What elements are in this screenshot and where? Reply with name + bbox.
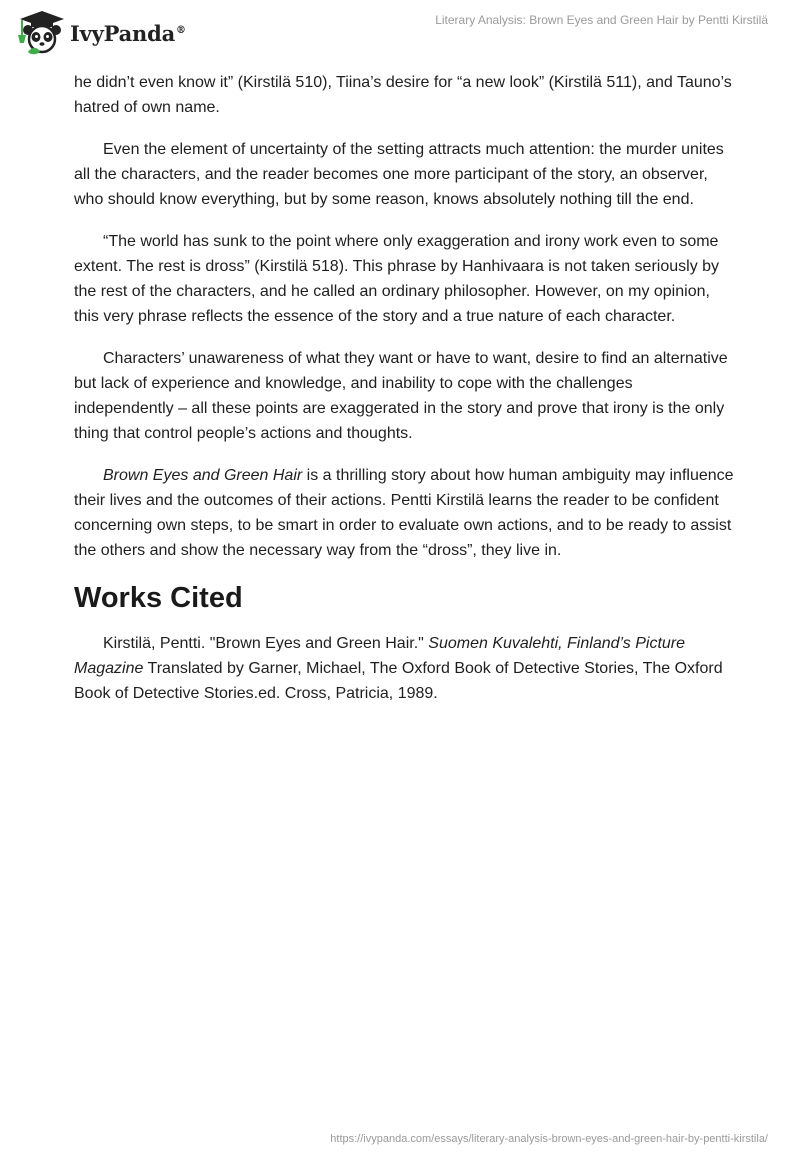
citation-entry [74, 631, 734, 706]
citation-author-title: Kirstilä, Pentti. "Brown Eyes and Green Hair." [103, 635, 429, 652]
paragraph-5 [74, 463, 734, 563]
citation-details: Translated by Garner, Michael, The Oxford Book of Detective Stories, The Oxford Book of Detective Stories.ed. Cross, Patricia, 1989. [74, 660, 723, 702]
paragraph-5-text: is a thrilling story about how human ambiguity may influence their lives and the outcomes of their actions. Pentti Kirstilä learns the reader to be confident concerning own steps, to be smart in order to evaluate own actions, and to be ready to assist the others and show the necessary way from the “dross”, they live in. [74, 467, 734, 559]
paragraph-2: Even the element of uncertainty of the setting attracts much attention: the murder unites all the characters, and the reader becomes one more participant of the story, an observer, who should know everything, but by some reason, knows absolutely nothing till the end. [74, 141, 724, 208]
paragraph-3: “The world has sunk to the point where only exaggeration and irony work even to some extent. The rest is dross” (Kirstilä 518). This phrase by Hanhivaara is not taken seriously by the rest of the characters, and he called an ordinary philosopher. However, on my opinion, this very phrase reflects the essence of the story and a true nature of each character. [74, 233, 720, 325]
works-cited-heading: Works Cited [74, 582, 243, 614]
brand-wordmark: IvyPanda® [70, 20, 186, 46]
paragraph-1: he didn’t even know it” (Kirstilä 510), Tiina’s desire for “a new look” (Kirstilä 511), and Tauno’s hatred of own name. [74, 74, 732, 116]
page-header [0, 0, 800, 70]
registered-mark: ® [176, 24, 186, 36]
paragraph-4: Characters’ unawareness of what they want or have to want, desire to find an alternative but lack of experience and knowledge, and inability to cope with the challenges independently – all these points are exaggerated in the story and prove that irony is the only thing that control people’s actions and thoughts. [74, 350, 728, 442]
citation-publication: Suomen Kuvalehti, Finland’s Picture Magazine [74, 635, 686, 677]
document-title: Literary Analysis: Brown Eyes and Green Hair by Pentti Kirstilä [435, 13, 768, 27]
ivypanda-logo[interactable] [14, 8, 186, 56]
source-url[interactable]: https://ivypanda.com/essays/literary-analysis-brown-eyes-and-green-hair-by-pentti-kirstila/ [330, 1133, 768, 1145]
story-title: Brown Eyes and Green Hair [103, 467, 303, 484]
essay-body [74, 70, 734, 723]
panda-graduate-icon [14, 8, 66, 56]
